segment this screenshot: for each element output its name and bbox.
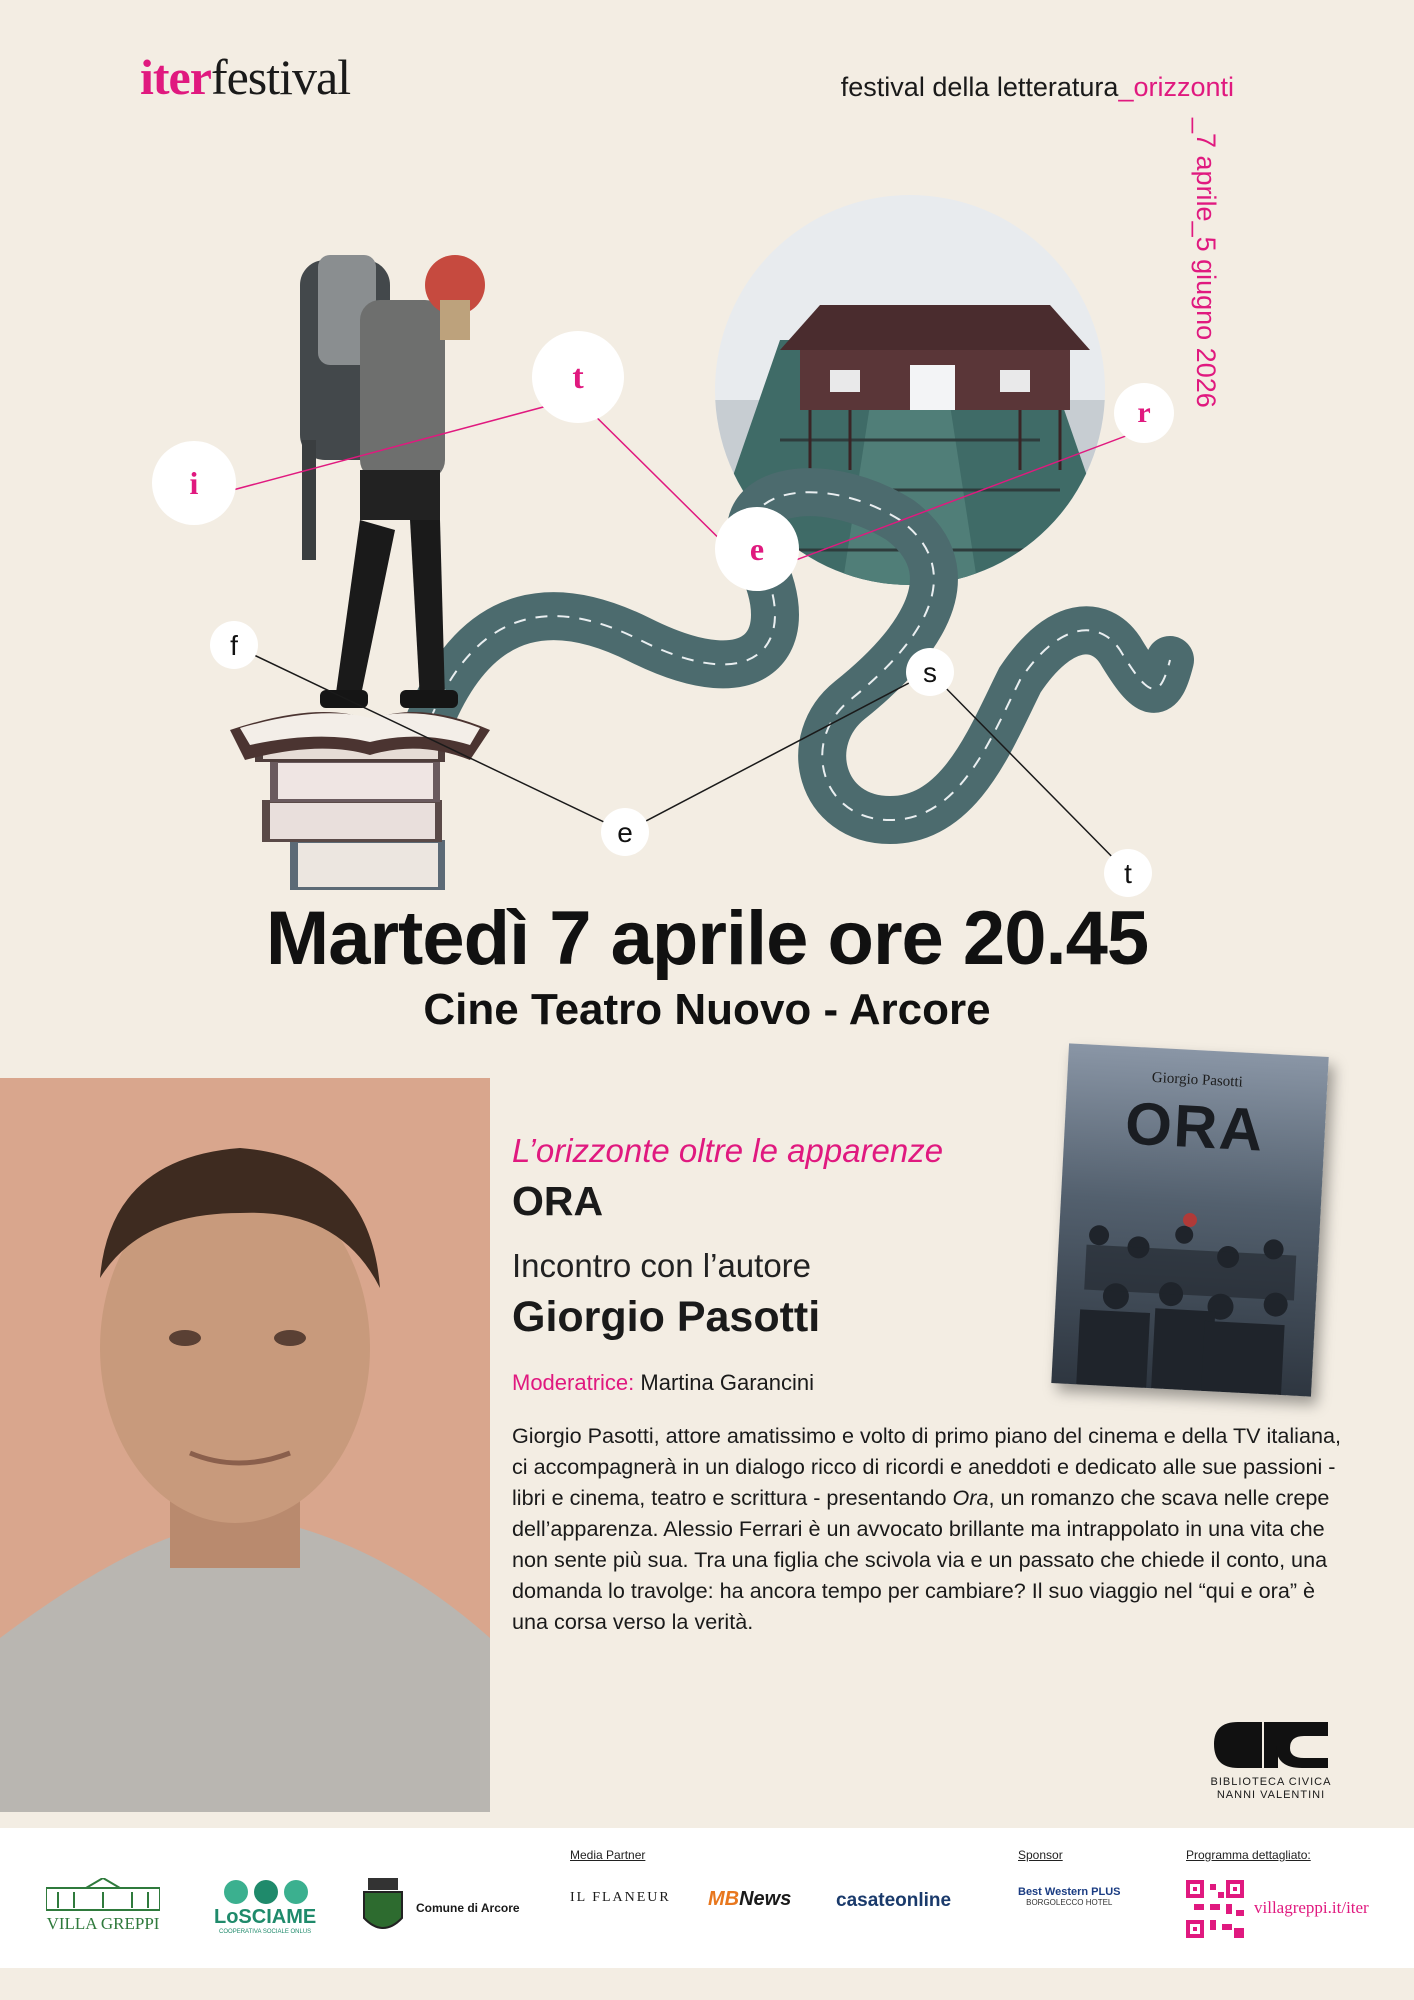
event-venue: Cine Teatro Nuovo - Arcore	[423, 985, 991, 1034]
media-partner-caption: Media Partner	[570, 1848, 646, 1862]
letter-e-plain: e	[617, 817, 633, 848]
comune-arcore-logo	[360, 1878, 520, 1938]
footer	[0, 1828, 1414, 1968]
library-line1: BIBLIOTECA CIVICA	[1210, 1776, 1332, 1788]
book-title: ORA	[512, 1178, 604, 1224]
description-part1: Giorgio Pasotti, attore amatissimo e volto di primo piano del cinema e della TV italiana, ci accompagnerà in un dialogo ricco di ricordi e aneddoti e dedicato alle sue passioni - libri e cinema, teatro e scrittura - presentando	[512, 1423, 1341, 1510]
letter-s: s	[923, 657, 937, 688]
letter-e: e	[749, 531, 765, 567]
mbnews-news: News	[739, 1888, 792, 1910]
logo-iter: iter	[140, 49, 211, 105]
moderator	[512, 1370, 1352, 1396]
book-cover-title: ORA	[1123, 1089, 1267, 1164]
programma-caption: Programma dettagliato:	[1186, 1848, 1311, 1862]
best-western-hotel: BORGOLECCO HOTEL	[1026, 1898, 1113, 1907]
losciame-logo	[214, 1878, 316, 1935]
book-cover-author: Giorgio Pasotti	[1151, 1069, 1244, 1091]
comune-arcore-name: Comune di Arcore	[416, 1901, 520, 1915]
library-line2: NANNI VALENTINI	[1216, 1789, 1326, 1801]
losciame-subtitle: COOPERATIVA SOCIALE ONLUS	[219, 1929, 312, 1935]
il-flaneur-logo	[570, 1890, 671, 1906]
losciame-trees-icon	[216, 1878, 314, 1906]
description-part2: , un romanzo che scava nelle crepe dell’apparenza. Alessio Ferrari è un avvocato brillante ma intrappolato in una vita che non sente più sua. Tra una figlia che scivola via e un passato che chiede il conto, una domanda lo travolge: ha ancora tempo per cambiare? Il suo viaggio nel “qui e ora” è una corsa verso la verità.	[512, 1485, 1330, 1634]
portrait-image	[0, 1078, 490, 1812]
book-stack	[230, 712, 490, 890]
subtitle-text: festival della letteratura	[840, 72, 1119, 102]
best-western-logo	[1018, 1886, 1121, 1907]
villa-greppi-logo	[46, 1878, 160, 1934]
description-italic: Ora	[952, 1485, 989, 1510]
villa-building-icon	[46, 1878, 160, 1914]
library-logo	[1206, 1718, 1336, 1802]
losciame-name: LoSCIAME	[214, 1906, 317, 1928]
casateonline-name: casateonline	[836, 1890, 952, 1911]
meet-label: Incontro con l’autore	[512, 1247, 812, 1284]
event-description	[512, 1420, 1352, 1637]
hero-illustration	[0, 0, 1414, 900]
il-flaneur-name: IL FLANEUR	[570, 1890, 671, 1905]
mbnews-logo	[708, 1888, 791, 1911]
letter-f: f	[230, 630, 238, 661]
letter-i: i	[189, 465, 199, 501]
coat-of-arms-icon	[360, 1878, 406, 1938]
event-headline: Martedì 7 aprile ore 20.45	[265, 896, 1149, 981]
program-url-link[interactable]: villagreppi.it/iter	[1254, 1898, 1369, 1917]
logo-festival: festival	[210, 49, 351, 105]
moderator-name: Martina Garancini	[640, 1370, 815, 1395]
sponsor-caption: Sponsor	[1018, 1848, 1063, 1862]
moderator-label: Moderatrice:	[512, 1370, 635, 1395]
event-info	[512, 1132, 1352, 1637]
qr-code-icon	[1186, 1880, 1244, 1938]
author-name: Giorgio Pasotti	[512, 1293, 821, 1341]
letter-t-plain: t	[1124, 858, 1132, 889]
villa-greppi-name: VILLA GREPPI	[46, 1914, 160, 1933]
letter-r: r	[1137, 396, 1151, 429]
festival-dates: _7 aprile_5 giugno 2026	[1191, 118, 1221, 408]
mbnews-mb: MB	[708, 1888, 740, 1910]
subtitle-accent: _orizzonti	[1118, 72, 1234, 102]
author-portrait	[0, 1078, 490, 1812]
best-western-name: Best Western PLUS	[1018, 1886, 1121, 1898]
library-mark-icon	[1212, 1718, 1330, 1770]
casateonline-logo	[836, 1890, 951, 1912]
event-kicker: L’orizzonte oltre le apparenze	[512, 1132, 944, 1169]
letter-t: t	[572, 359, 584, 396]
